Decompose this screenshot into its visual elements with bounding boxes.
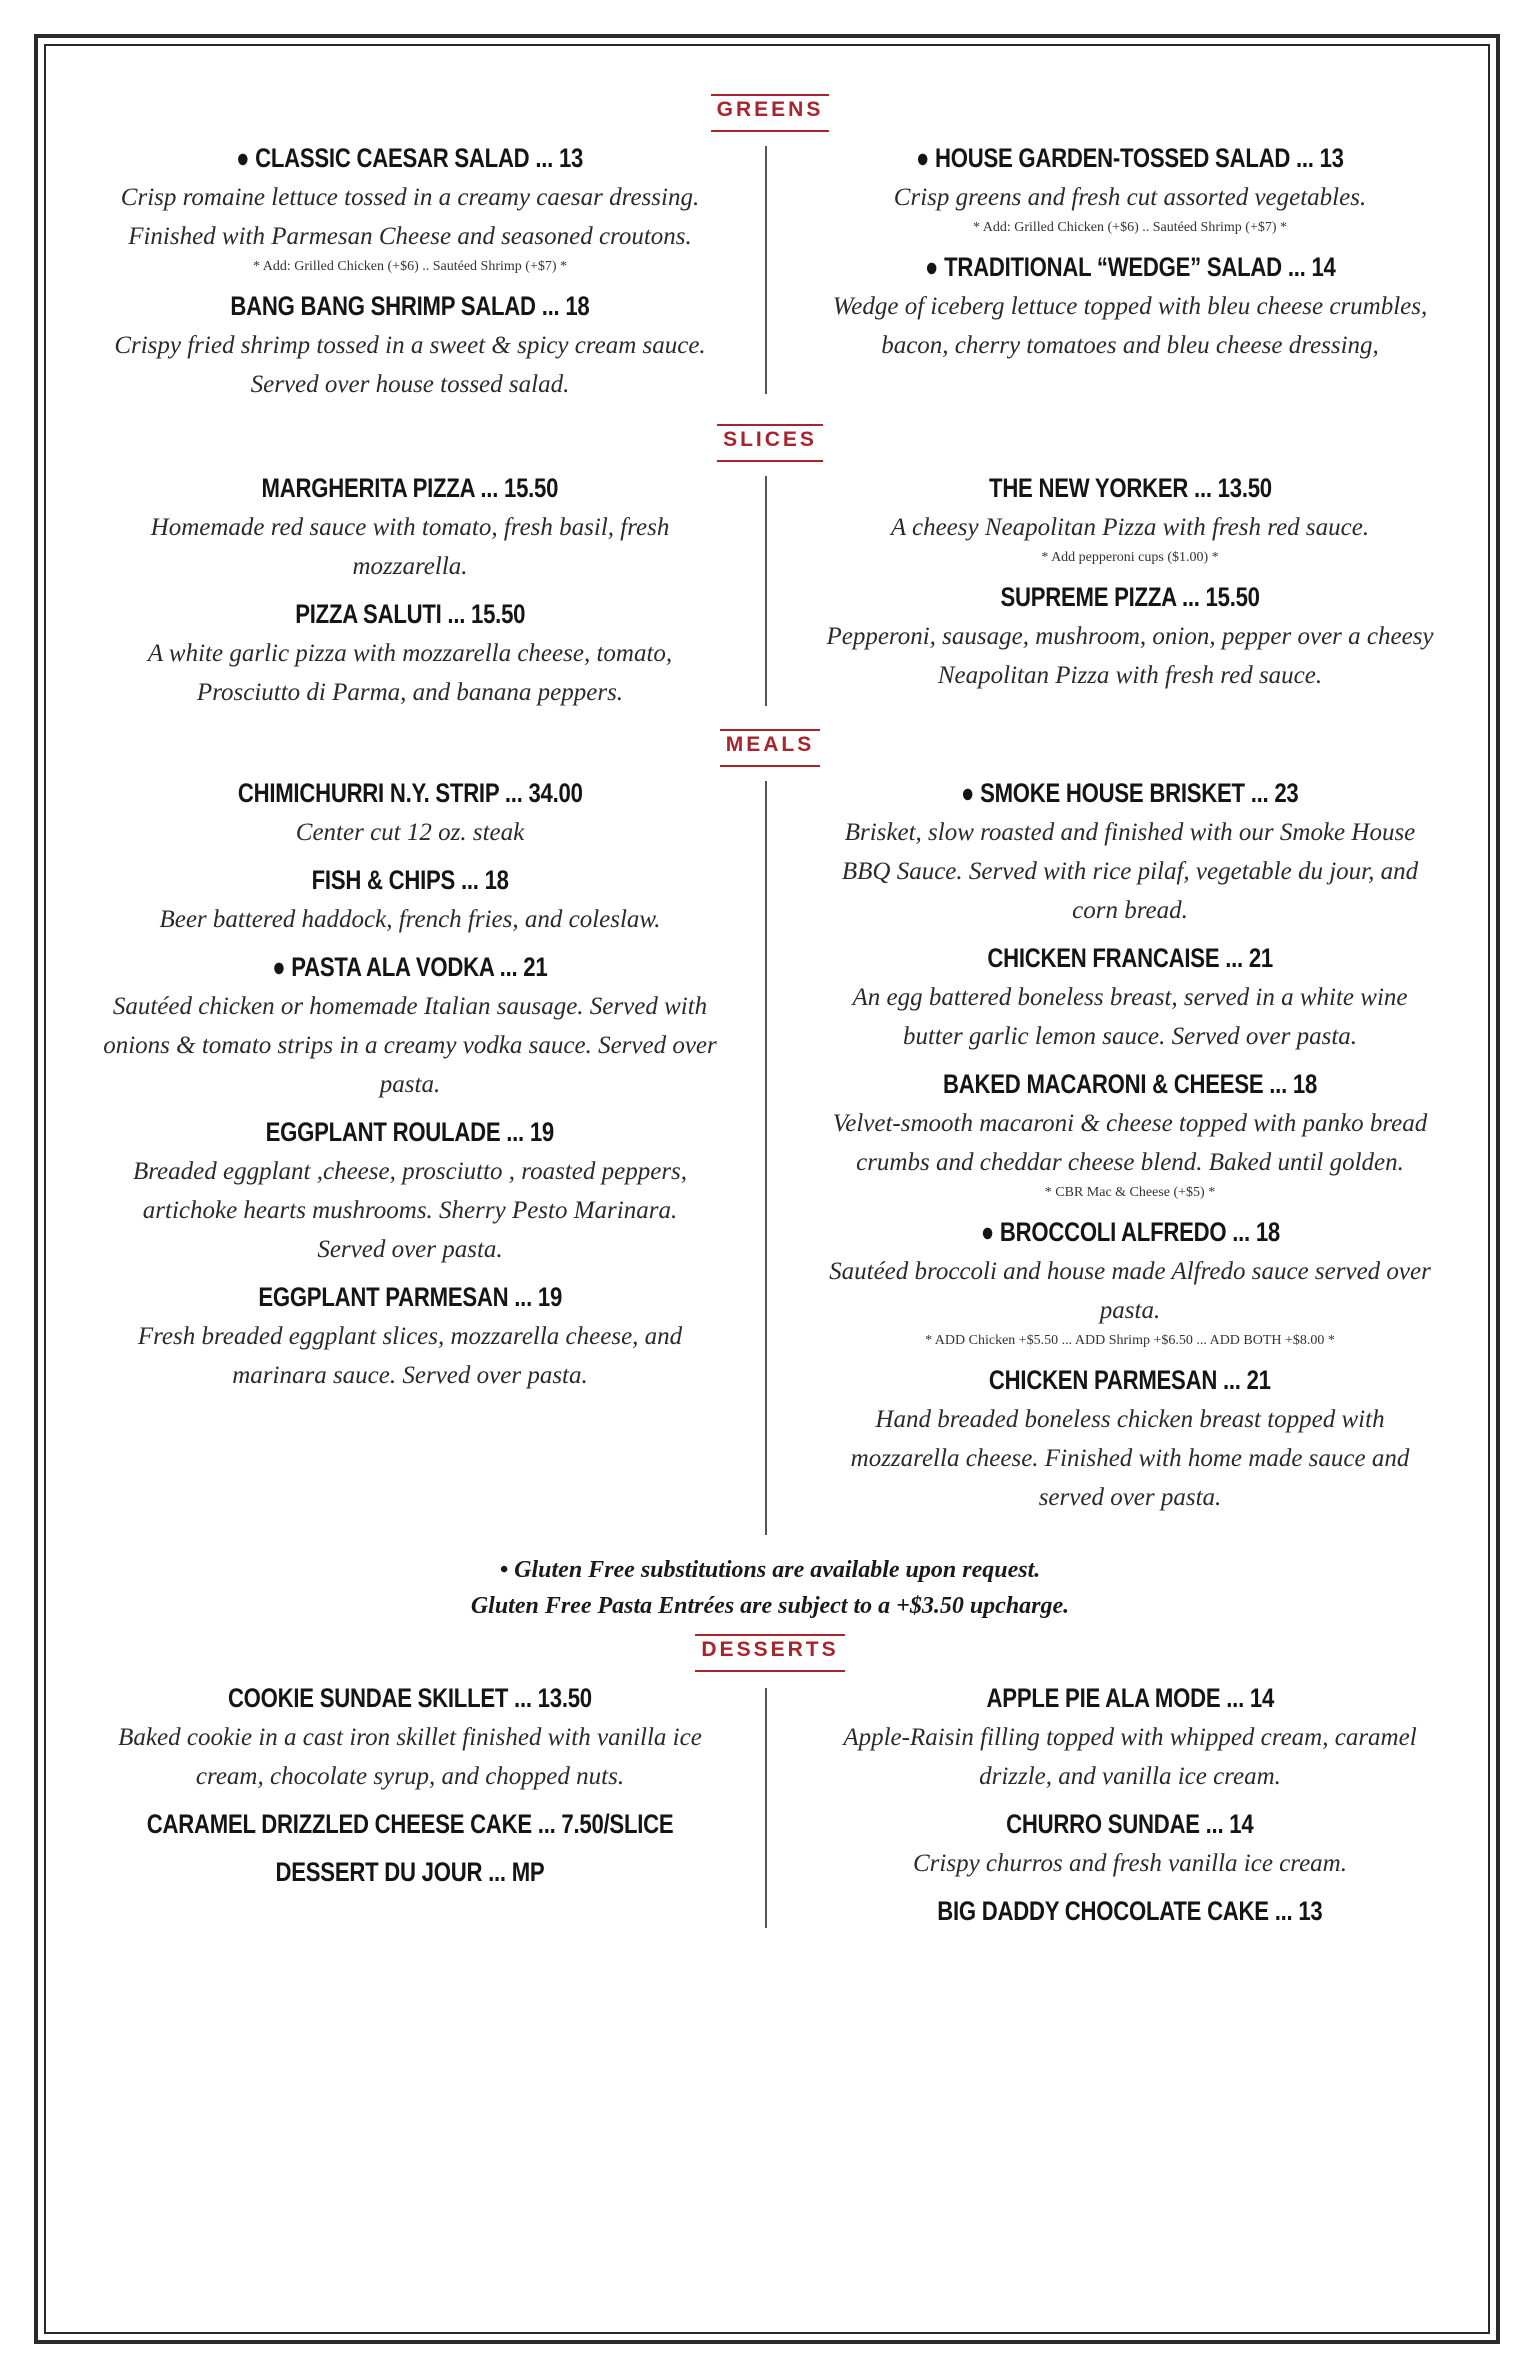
menu-item-description-line: An egg battered boneless breast, served in a white wine bbox=[852, 984, 1408, 1011]
section-heading bbox=[60, 424, 1480, 460]
left-column bbox=[60, 773, 770, 1525]
menu-item-name: PIZZA SALUTI ... 15.50 bbox=[295, 599, 525, 629]
menu-item bbox=[780, 773, 1480, 930]
menu-item-description-line: butter garlic lemon sauce. Served over pasta. bbox=[902, 1023, 1358, 1050]
menu-item-description-line: Crisp greens and fresh cut assorted vegetables. bbox=[893, 184, 1367, 211]
menu-item-description-line: Baked cookie in a cast iron skillet finished with vanilla ice bbox=[118, 1724, 702, 1751]
menu-item-name: EGGPLANT ROULADE ... 19 bbox=[265, 1117, 555, 1147]
menu-item bbox=[60, 1277, 760, 1395]
menu-item bbox=[60, 1112, 760, 1269]
menu-item bbox=[60, 468, 760, 586]
menu-item-description-line: Served over house tossed salad. bbox=[250, 371, 570, 398]
menu-item-description-line: Pepperoni, sausage, mushroom, onion, pepper over a cheesy bbox=[826, 623, 1434, 650]
menu-item-name: THE NEW YORKER ... 13.50 bbox=[988, 473, 1272, 503]
menu-item-description-line: artichoke hearts mushrooms. Sherry Pesto Marinara. bbox=[142, 1197, 678, 1224]
section-columns bbox=[60, 138, 1480, 412]
menu-item-name: APPLE PIE ALA MODE ... 14 bbox=[986, 1683, 1274, 1713]
menu-item-description-line: Crisp romaine lettuce tossed in a creamy caesar dressing. bbox=[120, 184, 700, 211]
menu-item-description-line: BBQ Sauce. Served with rice pilaf, vegetable du jour, and bbox=[841, 858, 1419, 885]
menu-item-name: ● HOUSE GARDEN-TOSSED SALAD ... 13 bbox=[916, 143, 1344, 173]
menu-item-description-line: Wedge of iceberg lettuce topped with bleu cheese crumbles, bbox=[832, 293, 1428, 320]
section-greens bbox=[60, 94, 1480, 412]
menu-item-name: CHURRO SUNDAE ... 14 bbox=[1006, 1809, 1254, 1839]
menu-item bbox=[780, 1360, 1480, 1517]
menu-item-description-line: pasta. bbox=[1099, 1297, 1161, 1324]
section-meals bbox=[60, 729, 1480, 1525]
menu-item bbox=[60, 947, 760, 1104]
menu-item-name: BIG DADDY CHOCOLATE CAKE ... 13 bbox=[937, 1896, 1323, 1926]
menu-item-description-line: Apple-Raisin filling topped with whipped cream, caramel bbox=[843, 1724, 1417, 1751]
menu-item-addon-note: * Add: Grilled Chicken (+$6) .. Sautéed Shrimp (+$7) * bbox=[972, 220, 1288, 235]
menu-item-description-line: crumbs and cheddar cheese blend. Baked until golden. bbox=[856, 1149, 1404, 1176]
menu-item bbox=[780, 1064, 1480, 1204]
menu-item bbox=[780, 1212, 1480, 1352]
menu-item bbox=[60, 1804, 760, 1844]
menu-item-description-line: A white garlic pizza with mozzarella cheese, tomato, bbox=[147, 640, 673, 667]
menu-item-description-line: Fresh breaded eggplant slices, mozzarella cheese, and bbox=[137, 1323, 683, 1350]
section-heading bbox=[60, 94, 1480, 130]
section-slices bbox=[60, 424, 1480, 720]
menu-item-description-line: A cheesy Neapolitan Pizza with fresh red sauce. bbox=[890, 514, 1370, 541]
section-title: MEALS bbox=[720, 729, 821, 767]
menu-item bbox=[60, 1678, 760, 1796]
menu-item bbox=[60, 594, 760, 712]
menu-item-description-line: marinara sauce. Served over pasta. bbox=[232, 1362, 588, 1389]
menu-item bbox=[60, 1852, 760, 1892]
menu-item bbox=[60, 138, 760, 278]
gluten-free-line-2: Gluten Free Pasta Entrées are subject to a +$3.50 upcharge. bbox=[470, 1593, 1070, 1619]
menu-item-description-line: Center cut 12 oz. steak bbox=[295, 819, 525, 846]
menu-item-description-line: pasta. bbox=[379, 1071, 441, 1098]
menu-item-name: BAKED MACARONI & CHEESE ... 18 bbox=[943, 1069, 1317, 1099]
menu-item-name: FISH & CHIPS ... 18 bbox=[311, 865, 509, 895]
menu-item-addon-note: * Add pepperoni cups ($1.00) * bbox=[1041, 550, 1219, 565]
menu-item-name: EGGPLANT PARMESAN ... 19 bbox=[258, 1282, 562, 1312]
section-desserts bbox=[60, 1634, 1480, 1939]
column-divider bbox=[765, 1688, 767, 1928]
menu-item-description-line: Breaded eggplant ,cheese, prosciutto , roasted peppers, bbox=[132, 1158, 688, 1185]
menu-item-description-line: Served over pasta. bbox=[317, 1236, 503, 1263]
menu-item-description-line: Finished with Parmesan Cheese and seasoned croutons. bbox=[128, 223, 692, 250]
menu-item bbox=[60, 860, 760, 939]
menu-item bbox=[780, 247, 1480, 365]
menu-item bbox=[780, 1678, 1480, 1796]
menu-item-description-line: Neapolitan Pizza with fresh red sauce. bbox=[937, 662, 1323, 689]
gluten-free-note bbox=[0, 1552, 1540, 1624]
section-columns bbox=[60, 1678, 1480, 1939]
menu-item-name: CHICKEN PARMESAN ... 21 bbox=[989, 1365, 1271, 1395]
gluten-free-line-1: • Gluten Free substitutions are available upon request. bbox=[499, 1557, 1041, 1583]
menu-item-addon-note: * ADD Chicken +$5.50 ... ADD Shrimp +$6.50 ... ADD BOTH +$8.00 * bbox=[925, 1333, 1335, 1348]
right-column bbox=[770, 1678, 1480, 1939]
menu-item-name: ● BROCCOLI ALFREDO ... 18 bbox=[980, 1217, 1280, 1247]
menu-item-name: ● CLASSIC CAESAR SALAD ... 13 bbox=[236, 143, 584, 173]
menu-item-name: CHIMICHURRI N.Y. STRIP ... 34.00 bbox=[237, 778, 583, 808]
menu-item-description-line: corn bread. bbox=[1072, 897, 1188, 924]
menu-item bbox=[60, 286, 760, 404]
menu-item bbox=[780, 577, 1480, 695]
menu-item-name: COOKIE SUNDAE SKILLET ... 13.50 bbox=[228, 1683, 592, 1713]
column-divider bbox=[765, 476, 767, 706]
section-columns bbox=[60, 468, 1480, 720]
menu-item-description-line: mozzarella. bbox=[352, 553, 468, 580]
menu-item-name: CARAMEL DRIZZLED CHEESE CAKE ... 7.50/SLICE bbox=[146, 1809, 674, 1839]
menu-item-name: CHICKEN FRANCAISE ... 21 bbox=[987, 943, 1273, 973]
menu-item-addon-note: * Add: Grilled Chicken (+$6) .. Sautéed Shrimp (+$7) * bbox=[252, 259, 568, 274]
menu-item-name: ● SMOKE HOUSE BRISKET ... 23 bbox=[961, 778, 1299, 808]
menu-item-description-line: bacon, cherry tomatoes and bleu cheese dressing, bbox=[881, 332, 1379, 359]
menu-item-description-line: Beer battered haddock, french fries, and coleslaw. bbox=[159, 906, 661, 933]
menu-item-description-line: mozzarella cheese. Finished with home made sauce and bbox=[850, 1445, 1410, 1472]
menu-item-description-line: Crispy fried shrimp tossed in a sweet & spicy cream sauce. bbox=[114, 332, 706, 359]
menu-item bbox=[780, 138, 1480, 239]
menu-item-name: BANG BANG SHRIMP SALAD ... 18 bbox=[230, 291, 590, 321]
column-divider bbox=[765, 781, 767, 1535]
section-title: GREENS bbox=[711, 94, 830, 132]
menu-item-name: DESSERT DU JOUR ... MP bbox=[275, 1857, 545, 1887]
menu-item-description-line: onions & tomato strips in a creamy vodka sauce. Served over bbox=[103, 1032, 717, 1059]
menu-item-name: ● TRADITIONAL “WEDGE” SALAD ... 14 bbox=[924, 252, 1336, 282]
menu-item bbox=[780, 938, 1480, 1056]
left-column bbox=[60, 468, 770, 720]
menu-item-description-line: Prosciutto di Parma, and banana peppers. bbox=[196, 679, 624, 706]
section-title: SLICES bbox=[717, 424, 823, 462]
column-divider bbox=[765, 146, 767, 394]
right-column bbox=[770, 468, 1480, 720]
menu-item-description-line: cream, chocolate syrup, and chopped nuts. bbox=[195, 1763, 625, 1790]
menu-item-description-line: Sautéed broccoli and house made Alfredo sauce served over bbox=[829, 1258, 1431, 1285]
right-column bbox=[770, 138, 1480, 412]
menu-item-description-line: Homemade red sauce with tomato, fresh basil, fresh bbox=[150, 514, 670, 541]
menu-item-description-line: Brisket, slow roasted and finished with our Smoke House bbox=[844, 819, 1416, 846]
menu-item-name: SUPREME PIZZA ... 15.50 bbox=[1000, 582, 1260, 612]
menu-item-description-line: drizzle, and vanilla ice cream. bbox=[979, 1763, 1281, 1790]
section-heading bbox=[60, 1634, 1480, 1670]
left-column bbox=[60, 138, 770, 412]
menu-item-addon-note: * CBR Mac & Cheese (+$5) * bbox=[1044, 1185, 1216, 1200]
menu-item-description-line: Sautéed chicken or homemade Italian sausage. Served with bbox=[112, 993, 708, 1020]
left-column bbox=[60, 1678, 770, 1939]
section-heading bbox=[60, 729, 1480, 765]
menu-item-description-line: Crispy churros and fresh vanilla ice cream. bbox=[913, 1850, 1347, 1877]
section-title: DESSERTS bbox=[695, 1634, 844, 1672]
menu-item bbox=[780, 1891, 1480, 1931]
menu-item bbox=[60, 773, 760, 852]
menu-item-description-line: Hand breaded boneless chicken breast topped with bbox=[875, 1406, 1385, 1433]
menu-item-description-line: Velvet-smooth macaroni & cheese topped with panko bread bbox=[832, 1110, 1428, 1137]
menu-item-name: MARGHERITA PIZZA ... 15.50 bbox=[261, 473, 559, 503]
section-columns bbox=[60, 773, 1480, 1525]
menu-item bbox=[780, 468, 1480, 569]
menu-item bbox=[780, 1804, 1480, 1883]
menu-item-description-line: served over pasta. bbox=[1038, 1484, 1222, 1511]
menu-item-name: ● PASTA ALA VODKA ... 21 bbox=[272, 952, 548, 982]
right-column bbox=[770, 773, 1480, 1525]
